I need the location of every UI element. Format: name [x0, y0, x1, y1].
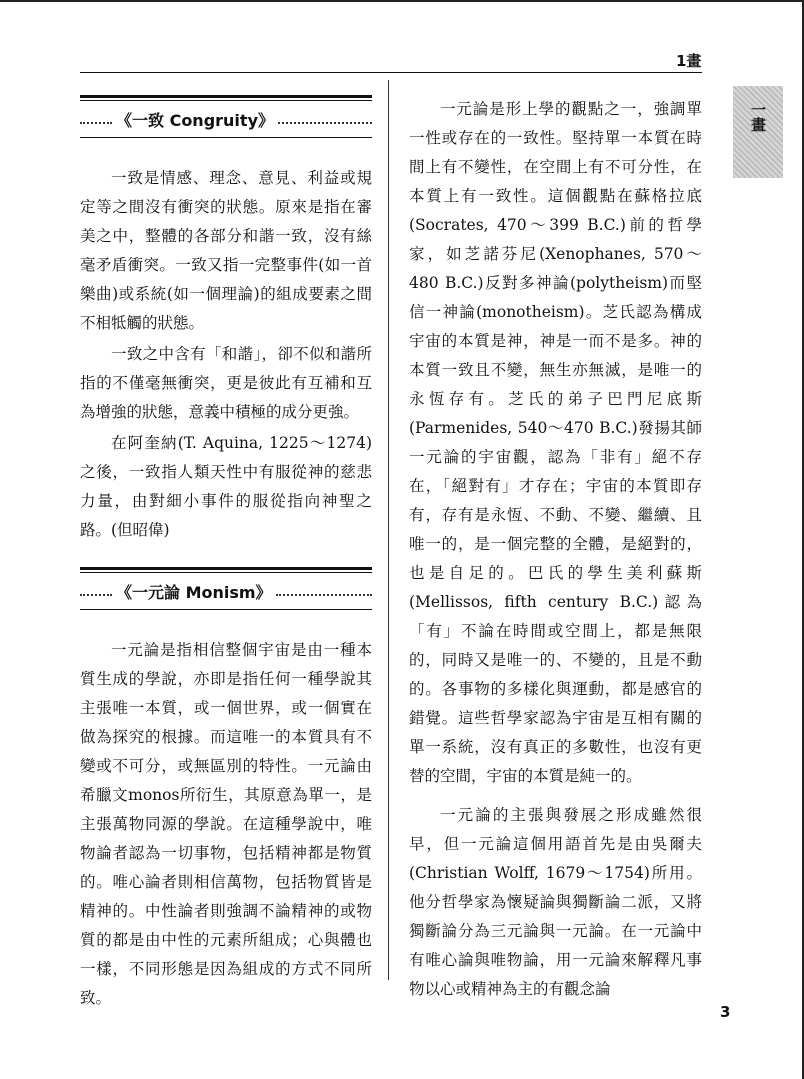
- entry-heading-congruity: [80, 95, 372, 138]
- heading-double-rule: [80, 95, 372, 101]
- paragraph: 在阿奎納(T. Aquina, 1225～1274)之後，一致指人類天性中有服從神的慈悲力量，由對細小事件的服從指向神聖之路。(但昭偉): [80, 434, 372, 539]
- heading-double-rule: [80, 567, 372, 573]
- thumb-index-label: 一畫: [749, 102, 767, 132]
- section-header-label: 1畫: [676, 52, 702, 70]
- entry-title: 《一元論 Monism》: [116, 582, 272, 602]
- dot-leader: [80, 594, 112, 596]
- dot-leader: [276, 594, 372, 596]
- dot-leader: [80, 122, 112, 124]
- paragraph: 一元論是指相信整個宇宙是由一種本質生成的學說，亦即是指任何一種學說其主張唯一本質，或一個世界，或一個實在做為探究的根據。而這唯一的本質具有不變或不可分，或無區別的特性。一元論由希臘文monos所衍生，其原意為單一，是主張萬物同源的學說。在這種學說中，唯物論者認為一切事物，包括精神都是物質的。唯心論者則相信萬物，包括物質皆是精神的。中性論者則強調不論精神的或物質的都是由中性的元素所組成；心與體也一樣，不同形態是因為組成的方式不同所致。: [80, 641, 372, 1007]
- right-column: [409, 95, 702, 1006]
- heading-single-rule: [80, 137, 372, 138]
- entry-title-line: [80, 106, 372, 132]
- dot-leader: [278, 122, 372, 124]
- page-top-border: [0, 0, 804, 2]
- entry-heading-monism: [80, 567, 372, 610]
- heading-single-rule: [80, 609, 372, 610]
- left-column: [80, 95, 372, 1015]
- paragraph: 一元論是形上學的觀點之一，強調單一性或存在的一致性。堅持單一本質在時間上有不變性，在空間上有不可分性，在本質上有一致性。這個觀點在蘇格拉底(Socrates, 470～399 B.C.)前的哲學家，如芝諾芬尼(Xenophanes, 570～480 B.C.)反對多神論(polytheism)而堅信一神論(monotheism)。芝氏認為構成宇宙的本質是神，神是一而不是多。神的本質一致且不變，無生亦無滅，是唯一的永恆存有。芝氏的弟子巴門尼底斯(Parmenides, 540～470 B.C.)發揚其師一元論的宇宙觀，認為「非有」絕不存在，「絕對有」才存在；宇宙的本質即存有，存有是永恆、不動、不變、繼續、且唯一的，是一個完整的全體，是絕對的，也是自足的。巴氏的學生美利蘇斯(Mellissos, fifth century B.C.)認為「有」不論在時間或空間上，都是無限的，同時又是唯一的、不變的，且是不動的。各事物的多樣化與運動，都是感官的錯覺。這些哲學家認為宇宙是互相有關的單一系統，沒有真正的多數性，也沒有更替的空間，宇宙的本質是純一的。: [409, 100, 702, 785]
- thumb-index-tab: [733, 86, 783, 178]
- paragraph: 一致之中含有「和諧」，卻不似和諧所指的不僅毫無衝突，更是彼此有互補和互為增強的狀態，意義中積極的成分更強。: [80, 345, 372, 421]
- entry-title-line: [80, 578, 372, 604]
- entry-title: 《一致 Congruity》: [116, 110, 274, 130]
- paragraph: 一致是情感、理念、意見、利益或規定等之間沒有衝突的狀態。原來是指在審美之中，整體的各部分和諧一致，沒有絲毫矛盾衝突。一致又指一完整事件(如一首樂曲)或系統(如一個理論)的組成要素之間不相牴觸的狀態。: [80, 169, 372, 332]
- paragraph: 一元論的主張與發展之形成雖然很早，但一元論這個用語首先是由吳爾夫(Christian Wolff, 1679～1754)所用。他分哲學家為懷疑論與獨斷論二派，又將獨斷論分為三元論與一元論。在一元論中有唯心論與唯物論，用一元論來解釋凡事物以心或精神為主的有觀念論: [409, 806, 702, 998]
- page-number: 3: [720, 1003, 731, 1021]
- header-rule: [80, 72, 702, 73]
- column-divider: [388, 80, 389, 980]
